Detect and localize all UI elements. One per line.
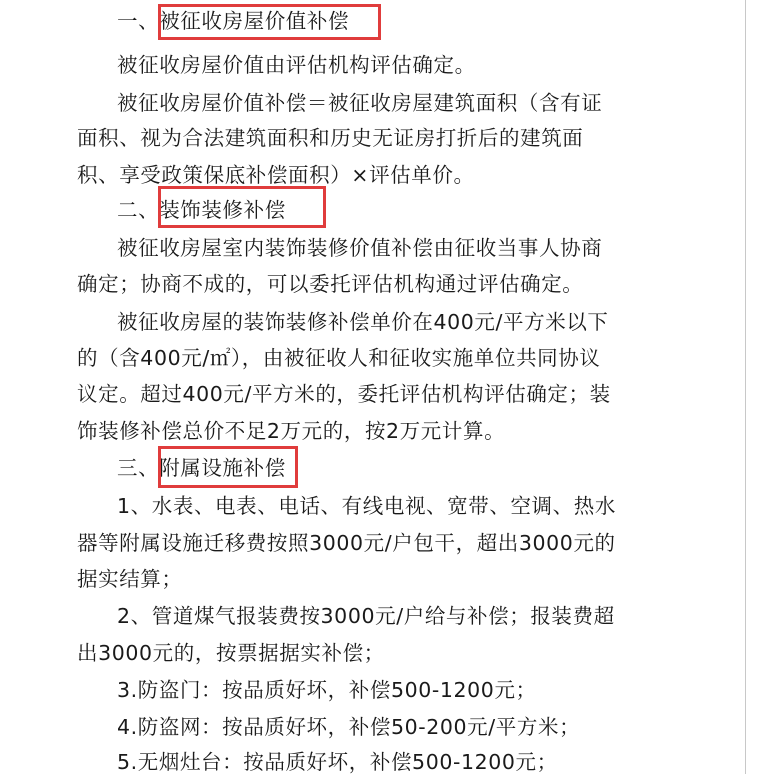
section3-item3: 3.防盗门：按品质好坏，补偿500-1200元； <box>117 678 537 702</box>
section3-highlight-box <box>158 446 298 488</box>
section2-p1-line2: 确定；协商不成的，可以委托评估机构通过评估确定。 <box>77 272 584 296</box>
section1-formula-line1: 被征收房屋价值补偿＝被征收房屋建筑面积（含有证 <box>117 91 603 115</box>
section2-p2-line2: 的（含400元/㎡），由被征收人和征收实施单位共同协议 <box>77 346 601 370</box>
section2-heading: 装饰装修补偿 <box>159 198 286 222</box>
section3-item2-line2: 出3000元的，按票据据实补偿； <box>77 641 385 665</box>
section3-item5: 5.无烟灶台：按品质好坏，补偿500-1200元； <box>117 750 558 774</box>
section3-item1-line2: 器等附属设施迁移费按照3000元/户包干，超出3000元的 <box>77 531 616 555</box>
section2-p2-line1: 被征收房屋的装饰装修补偿单价在400元/平方米以下 <box>117 310 609 334</box>
section3-item1-line3: 据实结算； <box>77 567 183 591</box>
section1-formula-line2: 面积、视为合法建筑面积和历史无证房打折后的建筑面 <box>77 126 584 150</box>
section1-paragraph: 被征收房屋价值由评估机构评估确定。 <box>117 53 476 77</box>
section3-item4: 4.防盗网：按品质好坏，补偿50-200元/平方米； <box>117 715 581 739</box>
section3-item1-line1: 1、水表、电表、电话、有线电视、宽带、空调、热水 <box>117 494 616 518</box>
section1-heading: 被征收房屋价值补偿 <box>159 9 350 33</box>
section2-p2-line4: 饰装修补偿总价不足2万元的，按2万元计算。 <box>77 419 506 443</box>
section1-formula-line3: 积、享受政策保底补偿面积）×评估单价。 <box>77 163 475 187</box>
section2-p2-line3: 议定。超过400元/平方米的，委托评估机构评估确定；装 <box>77 382 611 406</box>
section3-item2-line1: 2、管道煤气报装费按3000元/户给与补偿；报装费超 <box>117 604 615 628</box>
section3-heading-number: 三、 <box>117 456 160 480</box>
section2-highlight-box <box>158 186 326 228</box>
section1-highlight-box <box>158 4 381 40</box>
section2-p1-line1: 被征收房屋室内装饰装修价值补偿由征收当事人协商 <box>117 236 603 260</box>
section3-heading: 附属设施补偿 <box>159 456 286 480</box>
section2-heading-number: 二、 <box>117 198 160 222</box>
section1-heading-number: 一、 <box>117 9 160 33</box>
